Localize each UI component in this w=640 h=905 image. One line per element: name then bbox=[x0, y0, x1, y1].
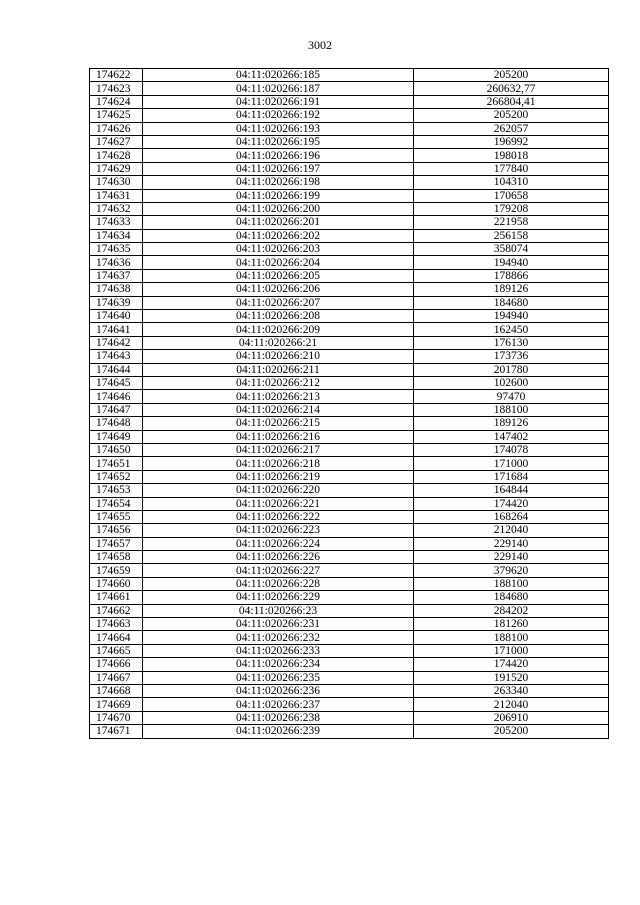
value-cell: 206910 bbox=[414, 711, 609, 724]
table-row bbox=[90, 577, 609, 590]
value-cell: 147402 bbox=[414, 430, 609, 443]
value-cell: 188100 bbox=[414, 631, 609, 644]
row-number-cell: 174637 bbox=[90, 269, 143, 282]
value-cell: 177840 bbox=[414, 162, 609, 175]
cadastral-number-cell: 04:11:020266:204 bbox=[143, 256, 414, 269]
value-cell: 168264 bbox=[414, 510, 609, 523]
value-cell: 189126 bbox=[414, 283, 609, 296]
value-cell: 205200 bbox=[414, 69, 609, 82]
cadastral-number-cell: 04:11:020266:208 bbox=[143, 310, 414, 323]
value-cell: 266804,41 bbox=[414, 95, 609, 108]
value-cell: 178866 bbox=[414, 269, 609, 282]
value-cell: 104310 bbox=[414, 176, 609, 189]
value-cell: 358074 bbox=[414, 243, 609, 256]
value-cell: 262057 bbox=[414, 122, 609, 135]
value-cell: 205200 bbox=[414, 725, 609, 738]
table-row bbox=[90, 684, 609, 697]
value-cell: 191520 bbox=[414, 671, 609, 684]
row-number-cell: 174629 bbox=[90, 162, 143, 175]
row-number-cell: 174632 bbox=[90, 202, 143, 215]
cadastral-number-cell: 04:11:020266:223 bbox=[143, 524, 414, 537]
cadastral-number-cell: 04:11:020266:202 bbox=[143, 229, 414, 242]
table-row bbox=[90, 162, 609, 175]
cadastral-number-cell: 04:11:020266:195 bbox=[143, 135, 414, 148]
value-cell: 184680 bbox=[414, 296, 609, 309]
cadastral-number-cell: 04:11:020266:237 bbox=[143, 698, 414, 711]
cadastral-number-cell: 04:11:020266:206 bbox=[143, 283, 414, 296]
table-row bbox=[90, 390, 609, 403]
value-cell: 196992 bbox=[414, 135, 609, 148]
cadastral-number-cell: 04:11:020266:191 bbox=[143, 95, 414, 108]
table-row bbox=[90, 269, 609, 282]
row-number-cell: 174630 bbox=[90, 176, 143, 189]
table-row bbox=[90, 122, 609, 135]
value-cell: 181260 bbox=[414, 618, 609, 631]
value-cell: 284202 bbox=[414, 604, 609, 617]
value-cell: 102600 bbox=[414, 376, 609, 389]
table-row bbox=[90, 484, 609, 497]
cadastral-number-cell: 04:11:020266:196 bbox=[143, 149, 414, 162]
value-cell: 205200 bbox=[414, 109, 609, 122]
table-row bbox=[90, 310, 609, 323]
row-number-cell: 174649 bbox=[90, 430, 143, 443]
row-number-cell: 174659 bbox=[90, 564, 143, 577]
table-row bbox=[90, 537, 609, 550]
table-row bbox=[90, 82, 609, 95]
row-number-cell: 174671 bbox=[90, 725, 143, 738]
row-number-cell: 174650 bbox=[90, 443, 143, 456]
cadastral-number-cell: 04:11:020266:215 bbox=[143, 417, 414, 430]
row-number-cell: 174651 bbox=[90, 457, 143, 470]
cadastral-number-cell: 04:11:020266:193 bbox=[143, 122, 414, 135]
row-number-cell: 174624 bbox=[90, 95, 143, 108]
table-row bbox=[90, 256, 609, 269]
row-number-cell: 174644 bbox=[90, 363, 143, 376]
table-row bbox=[90, 69, 609, 82]
value-cell: 194940 bbox=[414, 310, 609, 323]
table-row bbox=[90, 564, 609, 577]
value-cell: 171684 bbox=[414, 470, 609, 483]
table-row bbox=[90, 644, 609, 657]
cadastral-number-cell: 04:11:020266:199 bbox=[143, 189, 414, 202]
cadastral-number-cell: 04:11:020266:232 bbox=[143, 631, 414, 644]
row-number-cell: 174646 bbox=[90, 390, 143, 403]
table-row bbox=[90, 283, 609, 296]
row-number-cell: 174647 bbox=[90, 403, 143, 416]
cadastral-number-cell: 04:11:020266:185 bbox=[143, 69, 414, 82]
value-cell: 201780 bbox=[414, 363, 609, 376]
cadastral-number-cell: 04:11:020266:212 bbox=[143, 376, 414, 389]
table-row bbox=[90, 95, 609, 108]
row-number-cell: 174626 bbox=[90, 122, 143, 135]
row-number-cell: 174645 bbox=[90, 376, 143, 389]
value-cell: 164844 bbox=[414, 484, 609, 497]
row-number-cell: 174657 bbox=[90, 537, 143, 550]
row-number-cell: 174636 bbox=[90, 256, 143, 269]
value-cell: 256158 bbox=[414, 229, 609, 242]
row-number-cell: 174622 bbox=[90, 69, 143, 82]
value-cell: 263340 bbox=[414, 684, 609, 697]
value-cell: 198018 bbox=[414, 149, 609, 162]
row-number-cell: 174643 bbox=[90, 350, 143, 363]
cadastral-number-cell: 04:11:020266:224 bbox=[143, 537, 414, 550]
row-number-cell: 174658 bbox=[90, 551, 143, 564]
table-row bbox=[90, 363, 609, 376]
cadastral-number-cell: 04:11:020266:233 bbox=[143, 644, 414, 657]
cadastral-number-cell: 04:11:020266:229 bbox=[143, 591, 414, 604]
cadastral-number-cell: 04:11:020266:198 bbox=[143, 176, 414, 189]
row-number-cell: 174660 bbox=[90, 577, 143, 590]
row-number-cell: 174640 bbox=[90, 310, 143, 323]
cadastral-number-cell: 04:11:020266:217 bbox=[143, 443, 414, 456]
value-cell: 162450 bbox=[414, 323, 609, 336]
table-row bbox=[90, 403, 609, 416]
table-row bbox=[90, 149, 609, 162]
table-row bbox=[90, 497, 609, 510]
value-cell: 229140 bbox=[414, 537, 609, 550]
table-row bbox=[90, 631, 609, 644]
row-number-cell: 174634 bbox=[90, 229, 143, 242]
table-row bbox=[90, 176, 609, 189]
cadastral-number-cell: 04:11:020266:220 bbox=[143, 484, 414, 497]
cadastral-value-table bbox=[89, 68, 609, 739]
cadastral-number-cell: 04:11:020266:211 bbox=[143, 363, 414, 376]
cadastral-number-cell: 04:11:020266:236 bbox=[143, 684, 414, 697]
cadastral-number-cell: 04:11:020266:216 bbox=[143, 430, 414, 443]
cadastral-number-cell: 04:11:020266:213 bbox=[143, 390, 414, 403]
table-row bbox=[90, 510, 609, 523]
cadastral-number-cell: 04:11:020266:238 bbox=[143, 711, 414, 724]
table-row bbox=[90, 671, 609, 684]
row-number-cell: 174669 bbox=[90, 698, 143, 711]
row-number-cell: 174627 bbox=[90, 135, 143, 148]
table-row bbox=[90, 202, 609, 215]
cadastral-number-cell: 04:11:020266:207 bbox=[143, 296, 414, 309]
row-number-cell: 174656 bbox=[90, 524, 143, 537]
table-row bbox=[90, 725, 609, 738]
table-row bbox=[90, 658, 609, 671]
cadastral-number-cell: 04:11:020266:21 bbox=[143, 336, 414, 349]
cadastral-number-cell: 04:11:020266:209 bbox=[143, 323, 414, 336]
table-row bbox=[90, 135, 609, 148]
cadastral-number-cell: 04:11:020266:227 bbox=[143, 564, 414, 577]
value-cell: 229140 bbox=[414, 551, 609, 564]
cadastral-number-cell: 04:11:020266:201 bbox=[143, 216, 414, 229]
cadastral-number-cell: 04:11:020266:203 bbox=[143, 243, 414, 256]
table-row bbox=[90, 711, 609, 724]
row-number-cell: 174664 bbox=[90, 631, 143, 644]
table-row bbox=[90, 229, 609, 242]
row-number-cell: 174653 bbox=[90, 484, 143, 497]
table-row bbox=[90, 296, 609, 309]
row-number-cell: 174670 bbox=[90, 711, 143, 724]
table-row bbox=[90, 591, 609, 604]
table-row bbox=[90, 189, 609, 202]
value-cell: 379620 bbox=[414, 564, 609, 577]
table-row bbox=[90, 604, 609, 617]
row-number-cell: 174633 bbox=[90, 216, 143, 229]
cadastral-number-cell: 04:11:020266:222 bbox=[143, 510, 414, 523]
table-row bbox=[90, 109, 609, 122]
row-number-cell: 174654 bbox=[90, 497, 143, 510]
table-row bbox=[90, 430, 609, 443]
cadastral-number-cell: 04:11:020266:239 bbox=[143, 725, 414, 738]
table-row bbox=[90, 350, 609, 363]
table-row bbox=[90, 698, 609, 711]
table-row bbox=[90, 216, 609, 229]
row-number-cell: 174655 bbox=[90, 510, 143, 523]
cadastral-number-cell: 04:11:020266:234 bbox=[143, 658, 414, 671]
cadastral-number-cell: 04:11:020266:218 bbox=[143, 457, 414, 470]
cadastral-number-cell: 04:11:020266:187 bbox=[143, 82, 414, 95]
value-cell: 221958 bbox=[414, 216, 609, 229]
table-row bbox=[90, 443, 609, 456]
row-number-cell: 174631 bbox=[90, 189, 143, 202]
row-number-cell: 174623 bbox=[90, 82, 143, 95]
value-cell: 174420 bbox=[414, 497, 609, 510]
cadastral-number-cell: 04:11:020266:23 bbox=[143, 604, 414, 617]
row-number-cell: 174625 bbox=[90, 109, 143, 122]
row-number-cell: 174666 bbox=[90, 658, 143, 671]
value-cell: 184680 bbox=[414, 591, 609, 604]
table-row bbox=[90, 417, 609, 430]
table-row bbox=[90, 336, 609, 349]
table-row bbox=[90, 323, 609, 336]
value-cell: 174420 bbox=[414, 658, 609, 671]
value-cell: 260632,77 bbox=[414, 82, 609, 95]
cadastral-number-cell: 04:11:020266:192 bbox=[143, 109, 414, 122]
table-row bbox=[90, 470, 609, 483]
cadastral-number-cell: 04:11:020266:221 bbox=[143, 497, 414, 510]
cadastral-number-cell: 04:11:020266:205 bbox=[143, 269, 414, 282]
row-number-cell: 174639 bbox=[90, 296, 143, 309]
table-row bbox=[90, 524, 609, 537]
value-cell: 194940 bbox=[414, 256, 609, 269]
row-number-cell: 174663 bbox=[90, 618, 143, 631]
value-cell: 173736 bbox=[414, 350, 609, 363]
row-number-cell: 174661 bbox=[90, 591, 143, 604]
table-row bbox=[90, 243, 609, 256]
table-body bbox=[90, 69, 609, 739]
row-number-cell: 174667 bbox=[90, 671, 143, 684]
value-cell: 179208 bbox=[414, 202, 609, 215]
cadastral-number-cell: 04:11:020266:231 bbox=[143, 618, 414, 631]
value-cell: 171000 bbox=[414, 457, 609, 470]
cadastral-number-cell: 04:11:020266:235 bbox=[143, 671, 414, 684]
value-cell: 212040 bbox=[414, 698, 609, 711]
value-cell: 174078 bbox=[414, 443, 609, 456]
row-number-cell: 174652 bbox=[90, 470, 143, 483]
row-number-cell: 174648 bbox=[90, 417, 143, 430]
value-cell: 188100 bbox=[414, 403, 609, 416]
value-cell: 176130 bbox=[414, 336, 609, 349]
table-row bbox=[90, 618, 609, 631]
row-number-cell: 174642 bbox=[90, 336, 143, 349]
row-number-cell: 174635 bbox=[90, 243, 143, 256]
row-number-cell: 174641 bbox=[90, 323, 143, 336]
table-row bbox=[90, 457, 609, 470]
cadastral-number-cell: 04:11:020266:228 bbox=[143, 577, 414, 590]
cadastral-number-cell: 04:11:020266:214 bbox=[143, 403, 414, 416]
value-cell: 171000 bbox=[414, 644, 609, 657]
value-cell: 212040 bbox=[414, 524, 609, 537]
value-cell: 170658 bbox=[414, 189, 609, 202]
cadastral-number-cell: 04:11:020266:226 bbox=[143, 551, 414, 564]
cadastral-number-cell: 04:11:020266:219 bbox=[143, 470, 414, 483]
cadastral-number-cell: 04:11:020266:197 bbox=[143, 162, 414, 175]
cadastral-number-cell: 04:11:020266:210 bbox=[143, 350, 414, 363]
value-cell: 97470 bbox=[414, 390, 609, 403]
row-number-cell: 174638 bbox=[90, 283, 143, 296]
row-number-cell: 174668 bbox=[90, 684, 143, 697]
row-number-cell: 174662 bbox=[90, 604, 143, 617]
value-cell: 188100 bbox=[414, 577, 609, 590]
table-row bbox=[90, 551, 609, 564]
page-number: 3002 bbox=[308, 38, 332, 52]
row-number-cell: 174665 bbox=[90, 644, 143, 657]
cadastral-number-cell: 04:11:020266:200 bbox=[143, 202, 414, 215]
value-cell: 189126 bbox=[414, 417, 609, 430]
table-row bbox=[90, 376, 609, 389]
row-number-cell: 174628 bbox=[90, 149, 143, 162]
